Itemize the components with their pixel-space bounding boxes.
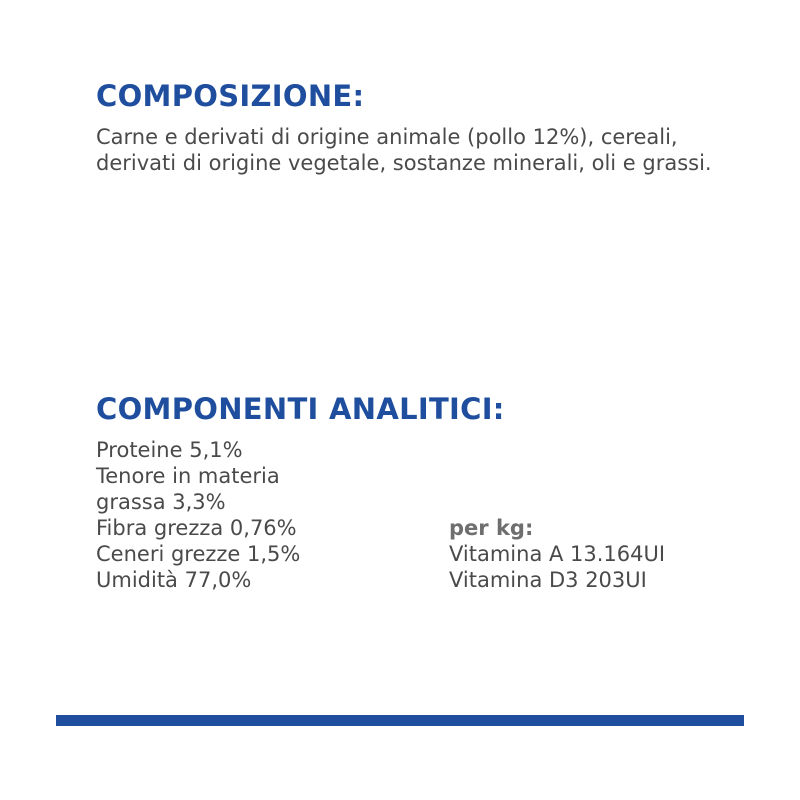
vitamins-list [449,515,665,593]
analytical-components-list [96,437,300,593]
vitamin-item: Vitamina D3 203UI [449,568,647,592]
component-item: grassa 3,3% [96,490,226,514]
component-item: Ceneri grezze 1,5% [96,542,301,566]
bottom-accent-bar [56,715,744,726]
component-item: Tenore in materia [96,464,280,488]
vitamin-item: Vitamina A 13.164UI [449,542,666,566]
component-item: Fibra grezza 0,76% [96,516,297,540]
component-item: Umidità 77,0% [96,568,252,592]
composition-text: Carne e derivati di origine animale (pollo 12%), cereali, derivati di origine vegetale, sostanze minerali, oli e grassi. [96,125,712,175]
component-item: Proteine 5,1% [96,438,243,462]
per-kg-label: per kg: [449,516,534,540]
analytical-components-heading: COMPONENTI ANALITICI: [96,392,505,426]
composition-heading: COMPOSIZIONE: [96,79,365,113]
